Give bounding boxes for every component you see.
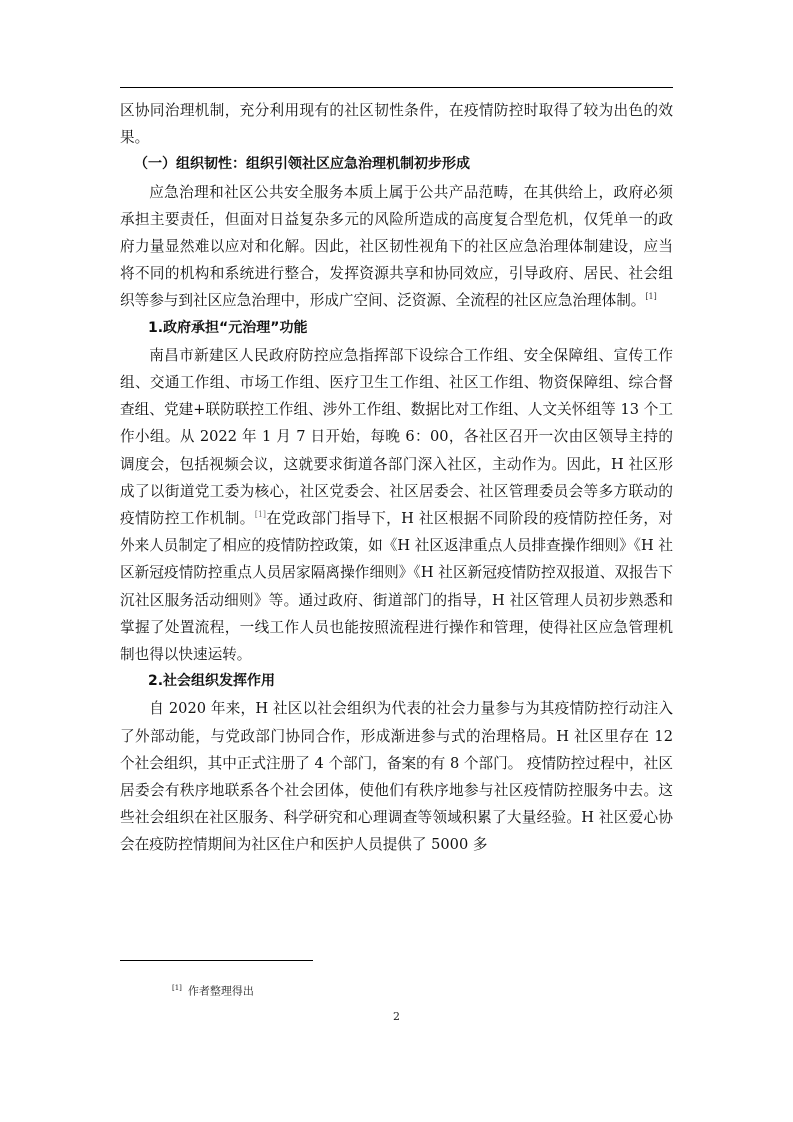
footnote-marker: [1]: [172, 984, 182, 992]
page-number: 2: [393, 1010, 400, 1023]
subsection-heading: 2.社会组织发挥作用: [148, 673, 276, 690]
footnote-reference[interactable]: [1]: [254, 510, 267, 520]
subsection-heading: 1.政府承担“元治理”功能: [148, 319, 308, 336]
footnote: [172, 980, 254, 1000]
paragraph: [120, 342, 673, 668]
paragraph-text: 南昌市新建区人民政府防控应急指挥部下设综合工作组、安全保障组、宣传工作组、交通工作组、市场工作组、医疗卫生工作组、社区工作组、物资保障组、综合督查组、党建+联防联控工作组、涉外工作组、数据比对工作组、人文关怀组等 13 个工作小组。从 2022 年 1 月 7 日开始，每晚 6：00，各社区召开一次由区领导主持的调度会，包括视频会议，这就要求街道各部门深入社区，主动作为。因此，H 社区形成了以街道党工委为核心，社区党委会、社区居委会、社区管理委员会等多方联动的疫情防控工作机制。: [120, 346, 673, 528]
footnote-text: 作者整理得出: [187, 984, 254, 998]
page-body: [120, 97, 673, 859]
footnote-separator: [120, 960, 313, 961]
paragraph-text: 自 2020 年来，H 社区以社会组织为代表的社会力量参与为其疫情防控行动注入了外部动能，与党政部门协同合作，形成渐进参与式的治理格局。H 社区里存在 12 个社会组织，其中正式注册了 4 个部门，备案的有 8 个部门。 疫情防控过程中，社区居委会有秩序地联系各个社会团体，使他们有秩序地参与社区疫情防控服务中去。这些社会组织在社区服务、科学研究和心理调查等领域积累了大量经验。H 社区爱心协会在疫防控情期间为社区住户和医护人员提供了 5000 多: [120, 700, 673, 854]
paragraph-text: 区协同治理机制，充分利用现有的社区韧性条件，在疫情防控时取得了较为出色的效果。: [120, 102, 673, 147]
paragraph: [120, 179, 673, 315]
paragraph-text: 应急治理和社区公共安全服务本质上属于公共产品范畴，在其供给上，政府必须承担主要责任，但面对日益复杂多元的风险所造成的高度复合型危机，仅凭单一的政府力量显然难以应对和化解。因此，社区韧性视角下的社区应急治理体制建设，应当将不同的机构和系统进行整合，发挥资源共享和协同效应，引导政府、居民、社会组织等参与到社区应急治理中，形成广空间、泛资源、全流程的社区应急治理体制。: [120, 183, 673, 310]
paragraph: [120, 695, 673, 858]
paragraph-text: 在党政部门指导下，H 社区根据不同阶段的疫情防控任务，对外来人员制定了相应的疫情防控政策，如《H 社区返津重点人员排查操作细则》《H 社区新冠疫情防控重点人员居家隔离操作细则》《H 社区新冠疫情防控双报道、双报告下沉社区服务活动细则》等。通过政府、街道部门的指导，H 社区管理人员初步熟悉和掌握了处置流程，一线工作人员也能按照流程进行操作和管理，使得社区应急管理机制也得以快速运转。: [120, 510, 673, 664]
footnote-reference[interactable]: [1]: [645, 292, 657, 302]
header-rule: [120, 87, 673, 88]
paragraph-continuation: [120, 97, 673, 151]
section-heading: （一）组织韧性：组织引领社区应急治理机制初步形成: [134, 156, 470, 173]
